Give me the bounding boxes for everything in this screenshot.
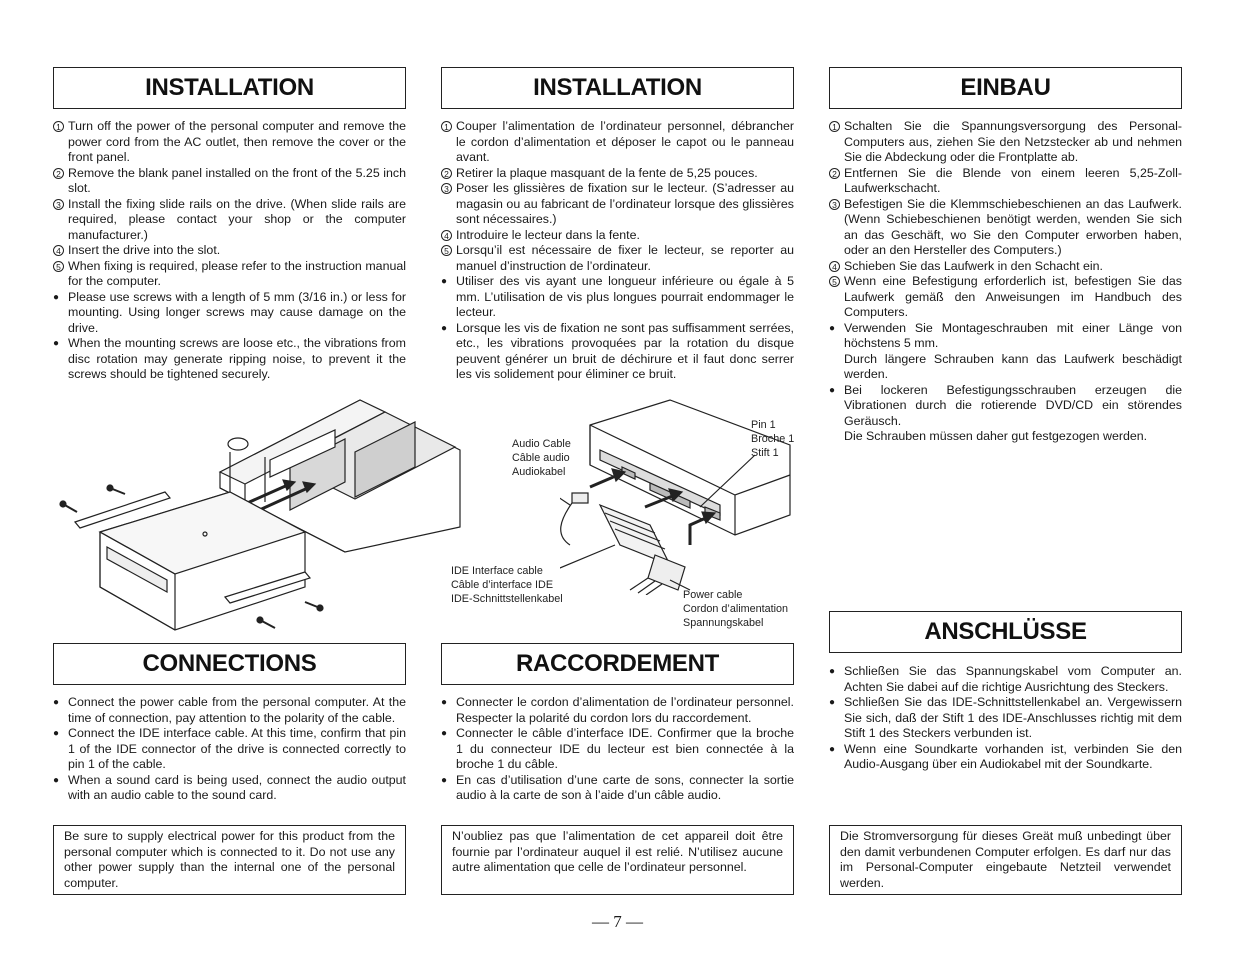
step-item: 5 Lorsqu’il est nécessaire de fixer le lecteur, se reporter au manuel d’instruction de l’ordinateur. [441,243,794,274]
audio-cable-label: Audio Cable Câble audio Audiokabel [512,438,571,478]
fr-install-text [441,119,794,383]
bullet-item: ● Utiliser des vis ayant une longueur inférieure ou égale à 5 mm. L’utilisation de vis plus longues pourrait endommager le lecteur. [441,274,794,319]
bullet-item: ● Connecter le cordon d’alimentation de l’ordinateur personnel. Respecter la polarité du cordon lors du raccordement. [441,695,794,725]
bullet-item: ● Connecter le câble d’interface IDE. Confirmer que la broche 1 du connecteur IDE du lecteur est bien connectée à la broche 1 du câble. [441,726,794,771]
en-connections-text [53,695,406,804]
power-cable-label: Power cable Cordon d’alimentation Spannungskabel [683,589,789,629]
step-item: 4 Introduire le lecteur dans la fente. [441,228,794,244]
en-install-text [53,119,406,383]
step-item: 3 Install the fixing slide rails on the drive. (When slide rails are required, please contact your shop or the computer manufacturer.) [53,197,406,244]
installation-illustration [55,392,475,642]
fr-install-title: INSTALLATION [441,67,794,109]
bullet-item: ● Please use screws with a length of 5 mm (3/16 in.) or less for mounting. Using longer screws may cause damage on the drive. [53,289,406,335]
step-item: 5 Wenn eine Befestigung erforderlich ist, befestigen Sie das Laufwerk gemäß den Anweisungen im Handbuch des Computers. [829,274,1182,321]
step-item: 2 Remove the blank panel installed on the front of the 5.25 inch slot. [53,166,406,197]
ide-cable-label: IDE Interface cable Câble d’interface IDE IDE-Schnittstellenkabel [451,565,563,605]
de-connections-title: ANSCHLÜSSE [829,611,1182,653]
bullet-item: ● Connect the IDE interface cable. At this time, confirm that pin 1 of the IDE connector of the drive is connected correctly to pin 1 of the cable. [53,726,406,771]
step-item: 2 Retirer la plaque masquant de la fente de 5,25 pouces. [441,166,794,182]
bullet-item: ● When a sound card is being used, connect the audio output with an audio cable to the sound card. [53,772,406,802]
step-item: 1 Schalten Sie die Spannungsversorgung des Personal-Computers aus, ziehen Sie den Netzstecker ab und nehmen Sie die Abdeckung oder die Frontplatte ab. [829,119,1182,166]
step-item: 3 Befestigen Sie die Klemmschiebeschienen an das Laufwerk. (Wenn Schiebeschienen benötigt werden, wenden Sie sich an das Geschäft, wo Sie den Computer erworben haben, oder an den Hersteller des Computers.) [829,197,1182,259]
bullet-item: ● Schließen Sie das Spannungskabel vom Computer an. Achten Sie dabei auf die richtige Ausrichtung des Steckers. [829,664,1182,694]
de-install-text [829,119,1182,445]
fr-connections-text [441,695,794,804]
pin1-label: Pin 1 Broche 1 Stift 1 [751,419,795,459]
bullet-item: ● When the mounting screws are loose etc., the vibrations from disc rotation may generate ripping noise, to prevent it the screws should be tightened securely. [53,336,406,381]
fr-power-note: N’oubliez pas que l’alimentation de cet appareil doit être fournie par l’ordinateur auquel il est relié. N’utilisez aucune autre alimentation que celle de l’ordinateur personnel. [441,825,794,895]
step-item: 4 Schieben Sie das Laufwerk in den Schacht ein. [829,259,1182,275]
de-install-title: EINBAU [829,67,1182,109]
step-item: 1 Turn off the power of the personal computer and remove the power cord from the AC outlet, then remove the cover or the front panel. [53,119,406,166]
bullet-item: ● En cas d’utilisation d’une carte de sons, connecter la sortie audio à la carte de son à l’aide d’un câble audio. [441,772,794,802]
bullet-item: ● Lorsque les vis de fixation ne sont pas suffisamment serrées, etc., les vibrations provoquées par la rotation du disque peuvent générer un bruit de déchirure et il faut donc serrer les vis solidement pour éliminer ce bruit. [441,320,794,381]
step-item: 2 Entfernen Sie die Blende von einem leeren 5,25-Zoll-Laufwerkschacht. [829,166,1182,197]
bullet-item: ● Schließen Sie das IDE-Schnittstellenkabel an. Vergewissern Sie sich, daß der Stift 1 des IDE-Anschlusses richtig mit dem Stift 1 des Steckers verbunden ist. [829,695,1182,740]
step-item: 1 Couper l’alimentation de l’ordinateur personnel, débrancher le cordon d’alimentation et déposer le capot ou le panneau avant. [441,119,794,166]
en-connections-title: CONNECTIONS [53,643,406,685]
en-power-note: Be sure to supply electrical power for this product from the personal computer which is connected to it. Do not use any other power supply than the internal one of the personal computer. [53,825,406,895]
bullet-item: ● Bei lockeren Befestigungsschrauben erzeugen die Vibrationen durch die rotierende DVD/CD ein störendes Geräusch. Die Schrauben müssen daher gut festgezogen werden. [829,382,1182,443]
step-item: 4 Insert the drive into the slot. [53,243,406,259]
fr-connections-title: RACCORDEMENT [441,643,794,685]
page-number: — 7 — [592,912,643,931]
bullet-item: ● Connect the power cable from the personal computer. At the time of connection, pay attention to the polarity of the cable. [53,695,406,725]
bullet-item: ● Wenn eine Soundkarte vorhanden ist, verbinden Sie den Audio-Ausgang über ein Audiokabel mit der Soundkarte. [829,741,1182,771]
step-item: 3 Poser les glissières de fixation sur le lecteur. (S’adresser au magasin ou au fabricant de l’ordinateur lorsque des glissières sont nécessaires.) [441,181,794,228]
step-item: 5 When fixing is required, please refer to the instruction manual for the computer. [53,259,406,290]
en-install-title: INSTALLATION [53,67,406,109]
de-connections-text [829,664,1182,773]
de-power-note: Die Stromversorgung für dieses Greät muß unbedingt über den damit verbundenen Computer erfolgen. Es darf nur das im Personal-Computer eingebaute Netzteil verwendet werden. [829,825,1182,895]
bullet-item: ● Verwenden Sie Montageschrauben mit einer Länge von höchstens 5 mm. Durch längere Schrauben kann das Laufwerk beschädigt werden. [829,320,1182,381]
